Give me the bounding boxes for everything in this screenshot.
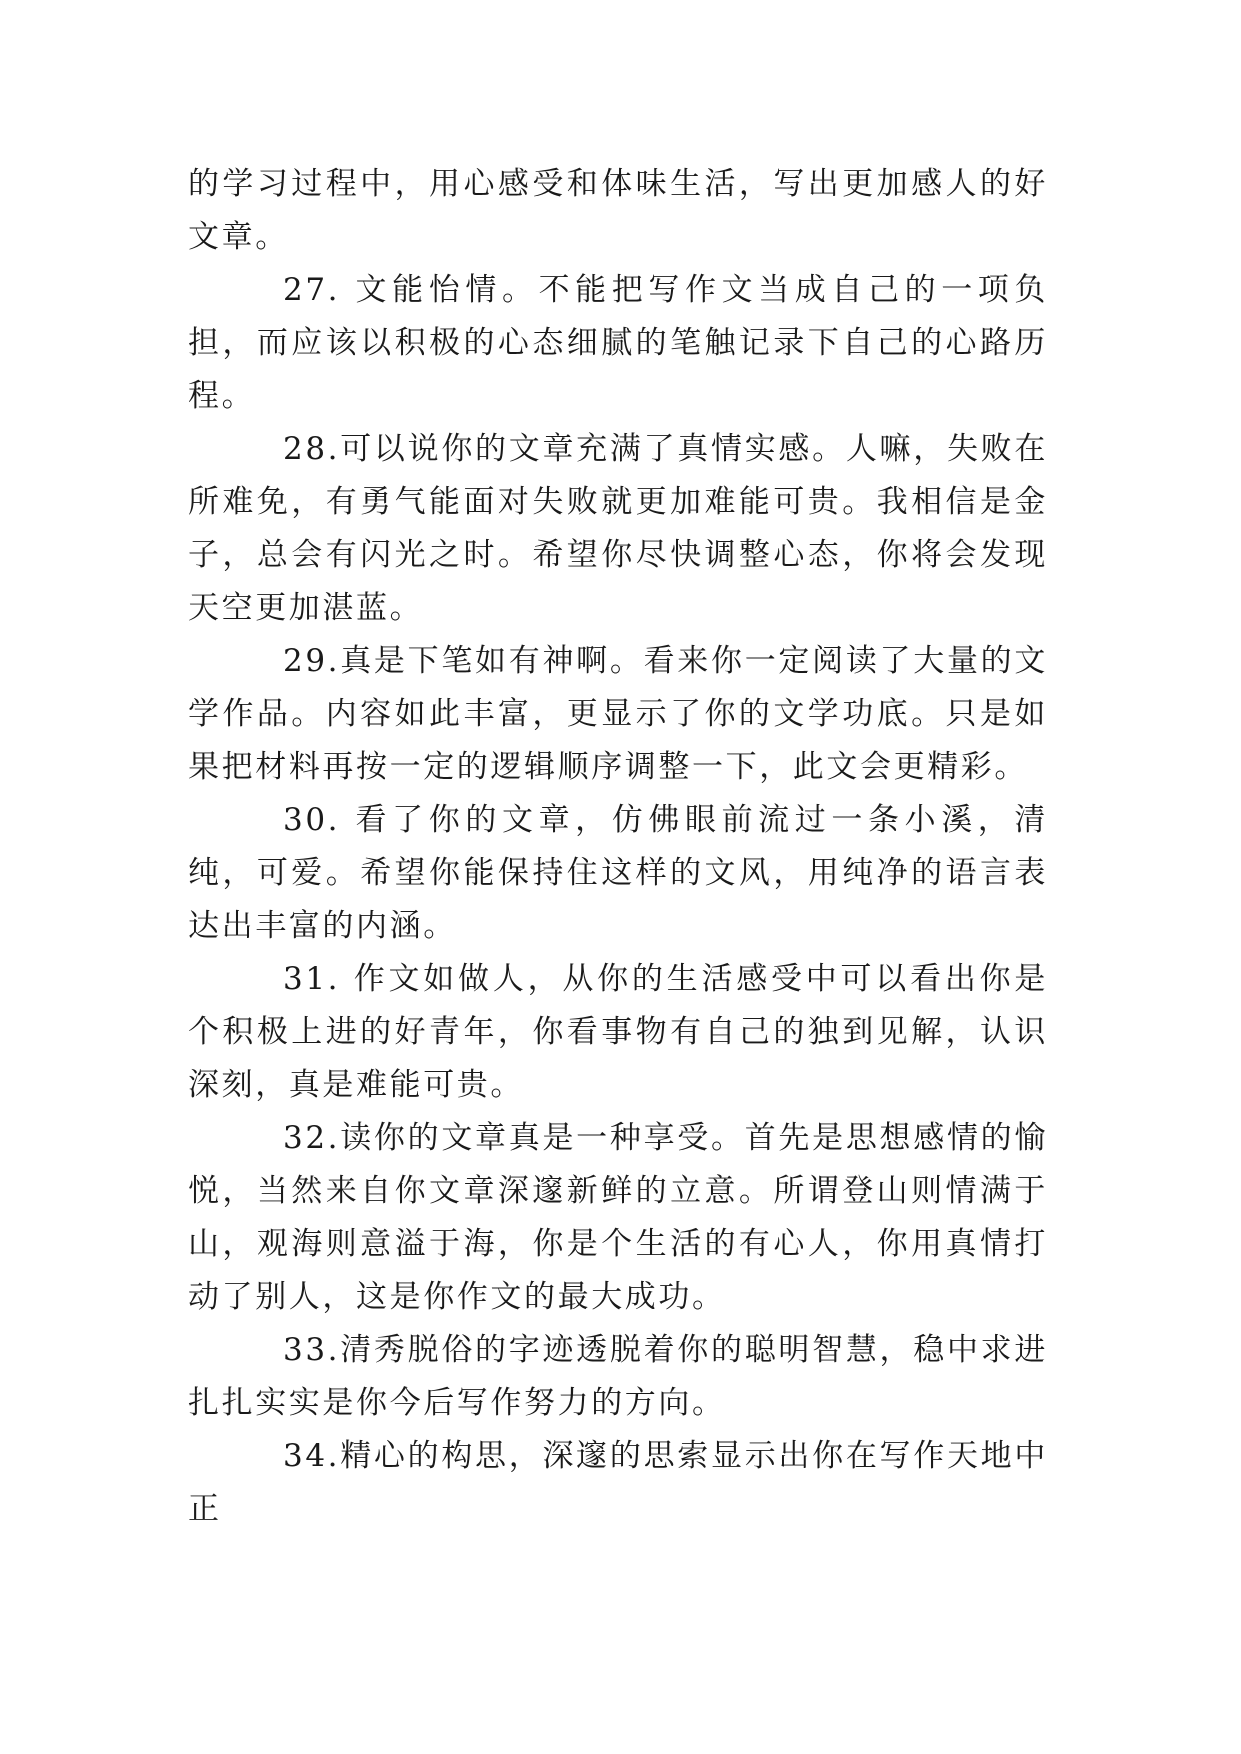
continuation-paragraph: 的学习过程中，用心感受和体味生活，写出更加感人的好文章。 — [188, 166, 1048, 255]
comment-item-31: 31. 作文如做人，从你的生活感受中可以看出你是个积极上进的好青年，你看事物有自己的独到见解，认识深刻，真是难能可贵。 — [188, 961, 1048, 1103]
comment-item-29: 29.真是下笔如有神啊。看来你一定阅读了大量的文学作品。内容如此丰富，更显示了你的文学功底。只是如果把材料再按一定的逻辑顺序调整一下，此文会更精彩。 — [188, 643, 1048, 785]
comment-item-33: 33.清秀脱俗的字迹透脱着你的聪明智慧，稳中求进扎扎实实是你今后写作努力的方向。 — [188, 1332, 1048, 1421]
comment-item-34: 34.精心的构思，深邃的思索显示出你在写作天地中正 — [188, 1438, 1048, 1527]
comment-item-32: 32.读你的文章真是一种享受。首先是思想感情的愉悦，当然来自你文章深邃新鲜的立意。所谓登山则情满于山，观海则意溢于海，你是个生活的有心人，你用真情打动了别人，这是你作文的最大成功。 — [188, 1120, 1048, 1315]
comment-item-30: 30. 看了你的文章，仿佛眼前流过一条小溪，清纯，可爱。希望你能保持住这样的文风，用纯净的语言表达出丰富的内涵。 — [188, 802, 1048, 944]
comment-item-27: 27. 文能怡情。不能把写作文当成自己的一项负担，而应该以积极的心态细腻的笔触记录下自己的心路历程。 — [188, 272, 1048, 414]
comment-item-28: 28.可以说你的文章充满了真情实感。人嘛，失败在所难免，有勇气能面对失败就更加难能可贵。我相信是金子，总会有闪光之时。希望你尽快调整心态，你将会发现天空更加湛蓝。 — [188, 431, 1048, 626]
document-body — [188, 158, 1048, 1536]
